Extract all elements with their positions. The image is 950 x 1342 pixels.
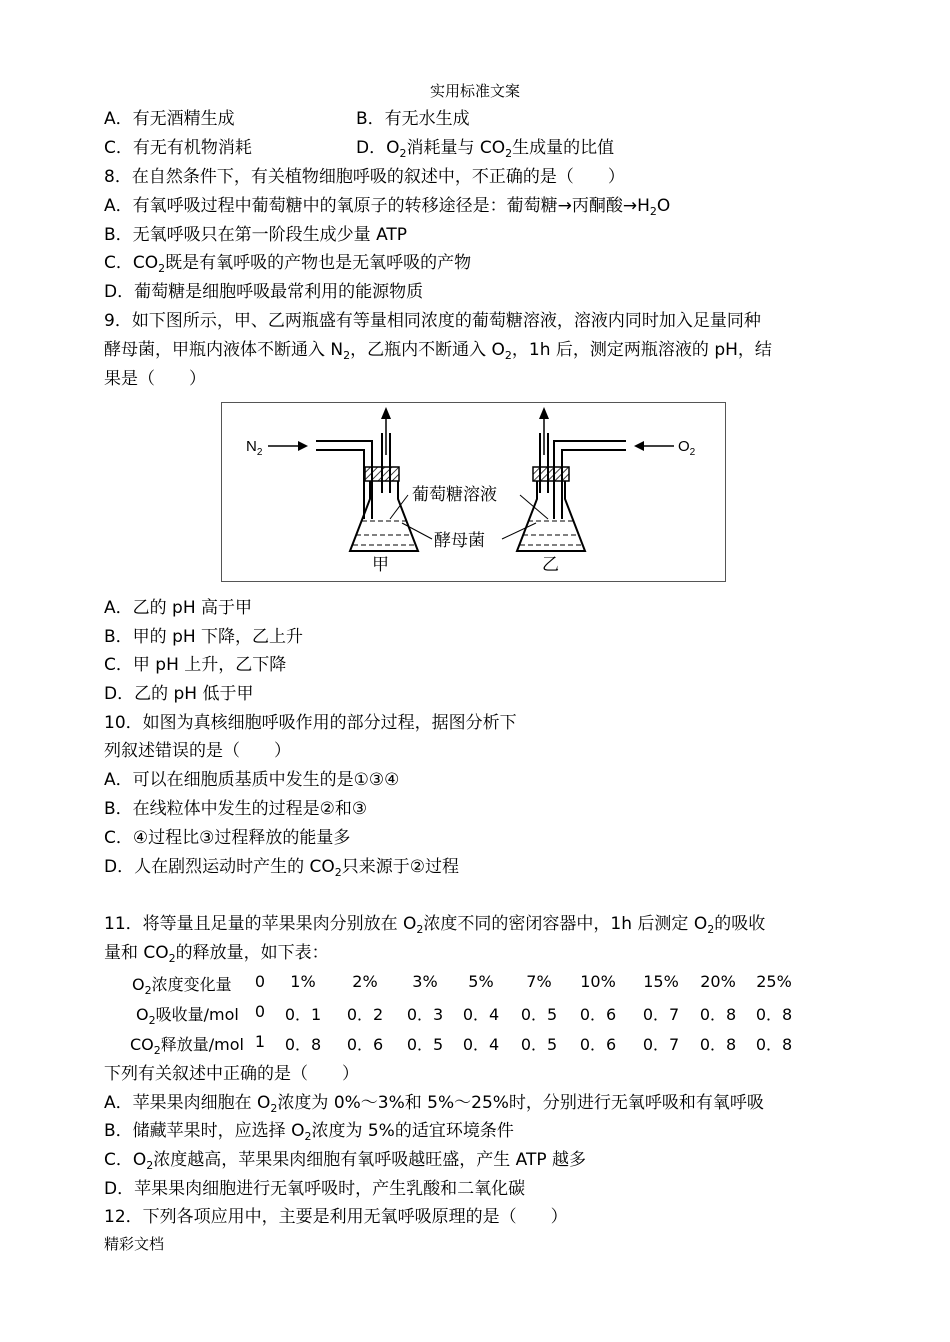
q10-stem-line1: 10．如图为真核细胞呼吸作用的部分过程，据图分析下 <box>104 713 517 733</box>
glucose-label: 葡萄糖溶液 <box>412 485 497 505</box>
q8-option-c: C．$CO_2$既是有氧呼吸的产物也是无氧呼吸的产物 <box>104 253 472 275</box>
q10-option-b: B．在线粒体中发生的过程是②和③ <box>104 799 368 819</box>
table-cell: 0．7 <box>642 1035 680 1054</box>
table-cell: 0．8 <box>755 1035 793 1054</box>
table-cell: 0．4 <box>462 1035 500 1054</box>
q12-stem: 12．下列各项应用中，主要是利用无氧呼吸原理的是（ ） <box>104 1207 568 1227</box>
table-cell: 0．8 <box>755 1005 793 1024</box>
left-outlet-arrow-icon <box>381 407 391 419</box>
table-cell: 0．6 <box>579 1005 617 1024</box>
row-label: $O_2$吸收量/mol <box>136 1005 239 1027</box>
table-cell: 7% <box>526 972 552 991</box>
q9-option-c: C．甲 pH 上升，乙下降 <box>104 655 287 675</box>
q10-option-a: A．可以在细胞质基质中发生的是①③④ <box>104 770 400 790</box>
flask-yi-label: 乙 <box>542 555 559 575</box>
right-outlet-arrow-icon <box>539 407 549 419</box>
q8-stem: 8．在自然条件下，有关植物细胞呼吸的叙述中，不正确的是（ ） <box>104 167 625 187</box>
q8-option-b: B．无氧呼吸只在第一阶段生成少量 ATP <box>104 225 408 245</box>
table-cell: 0．5 <box>520 1035 558 1054</box>
table-cell: 0．7 <box>642 1005 680 1024</box>
q10-option-c: C．④过程比③过程释放的能量多 <box>104 828 351 848</box>
table-cell: 0．2 <box>346 1005 384 1024</box>
q9-option-b: B．甲的 pH 下降，乙上升 <box>104 627 304 647</box>
q9-stem-line1: 9．如下图所示，甲、乙两瓶盛有等量相同浓度的葡萄糖溶液，溶液内同时加入足量同种 <box>104 311 761 331</box>
q7-option-c: C．有无有机物消耗 <box>104 138 252 158</box>
table-cell: 0．8 <box>699 1005 737 1024</box>
q11-option-a: A．苹果果肉细胞在 $O_2$浓度为 0%～3%和 5%～25%时，分别进行无氧呼吸和有氧呼吸 <box>104 1093 764 1115</box>
q11-option-d: D．苹果果肉细胞进行无氧呼吸时，产生乳酸和二氧化碳 <box>104 1179 526 1199</box>
q8-option-d: D．葡萄糖是细胞呼吸最常利用的能源物质 <box>104 282 424 302</box>
table-cell: 0 <box>254 1002 266 1021</box>
n2-arrowhead-icon <box>298 441 308 451</box>
left-stopper <box>365 467 399 481</box>
flask-jia-label: 甲 <box>372 555 389 575</box>
flask-diagram-svg <box>222 403 725 581</box>
q10-stem-line2: 列叙述错误的是（ ） <box>104 741 291 761</box>
right-stopper <box>533 467 569 481</box>
left-flask <box>350 481 418 551</box>
page-footer: 精彩文档 <box>104 1235 165 1253</box>
table-cell: 1 <box>254 1032 266 1051</box>
table-cell: 0．1 <box>284 1005 322 1024</box>
yeast-label: 酵母菌 <box>434 531 485 551</box>
table-cell: 0．6 <box>579 1035 617 1054</box>
q7-option-a: A．有无酒精生成 <box>104 109 235 129</box>
q8-option-a: A．有氧呼吸过程中葡萄糖中的氧原子的转移途径是：葡萄糖→丙酮酸$\to H_2O$ <box>104 196 671 218</box>
row-label: $CO_2$释放量/mol <box>130 1035 244 1057</box>
q7-option-d: D．$O_2$消耗量与 $CO_2$生成量的比值 <box>356 138 615 160</box>
o2-arrowhead-icon <box>634 441 644 451</box>
table-cell: 25% <box>756 972 792 991</box>
table-cell: 0 <box>254 972 266 991</box>
q9-stem-line3: 果是（ ） <box>104 369 206 389</box>
table-cell: 0．3 <box>406 1005 444 1024</box>
table-cell: 5% <box>468 972 494 991</box>
q11-ask: 下列有关叙述中正确的是（ ） <box>104 1064 359 1084</box>
q11-stem-line1: 11．将等量且足量的苹果果肉分别放在 $O_2$浓度不同的密闭容器中，1h 后测定 $O_2$的吸收 <box>104 914 766 936</box>
row-label: $O_2$浓度变化量 <box>132 975 232 997</box>
table-cell: 15% <box>643 972 679 991</box>
table-cell: 0．5 <box>406 1035 444 1054</box>
q9-option-a: A．乙的 pH 高于甲 <box>104 598 253 618</box>
table-cell: 0．8 <box>284 1035 322 1054</box>
table-cell: 2% <box>352 972 378 991</box>
table-cell: 0．5 <box>520 1005 558 1024</box>
q11-option-c: C．$O_2$浓度越高，苹果果肉细胞有氧呼吸越旺盛，产生 ATP 越多 <box>104 1150 587 1172</box>
q9-stem-line2: 酵母菌，甲瓶内液体不断通入 $N_2$，乙瓶内不断通入 $O_2$，1h 后，测定两瓶溶液的 pH，结 <box>104 340 772 362</box>
o2-label: $O_2$ <box>678 438 696 458</box>
n2-label: $N_2$ <box>246 438 263 458</box>
q11-option-b: B．储藏苹果时，应选择 $O_2$浓度为 5%的适宜环境条件 <box>104 1121 514 1143</box>
table-cell: 0．6 <box>346 1035 384 1054</box>
table-cell: 1% <box>290 972 316 991</box>
q7-option-b: B．有无水生成 <box>356 109 470 129</box>
right-flask <box>517 481 585 551</box>
table-cell: 0．8 <box>699 1035 737 1054</box>
table-cell: 10% <box>580 972 616 991</box>
table-cell: 20% <box>700 972 736 991</box>
q10-option-d: D．人在剧烈运动时产生的 $CO_2$只来源于②过程 <box>104 857 459 879</box>
table-cell: 0．4 <box>462 1005 500 1024</box>
flask-diagram <box>221 402 726 582</box>
q9-option-d: D．乙的 pH 低于甲 <box>104 684 254 704</box>
page-header: 实用标准文案 <box>429 82 520 100</box>
q11-stem-line2: 量和 $CO_2$的释放量，如下表： <box>104 943 329 965</box>
table-cell: 3% <box>412 972 438 991</box>
